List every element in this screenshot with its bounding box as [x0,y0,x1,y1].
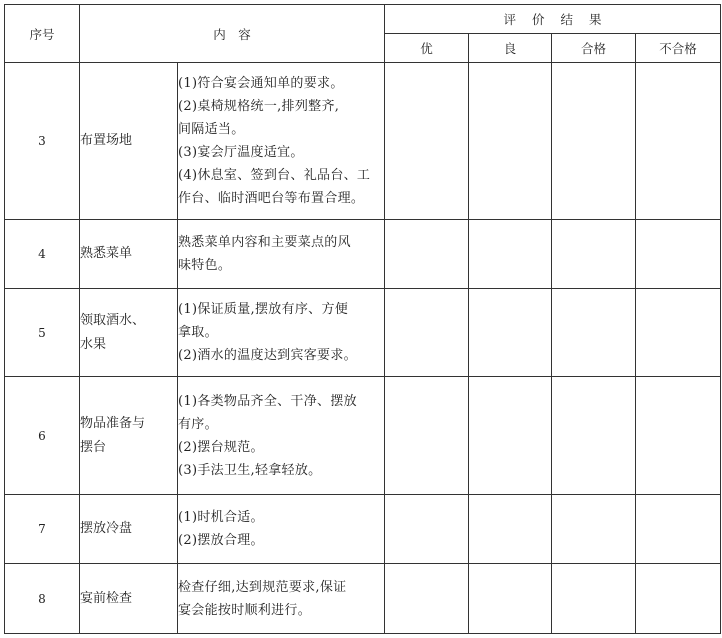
row-content [178,564,385,634]
row-number: 8 [5,564,80,634]
content-line: 味特色。 [178,258,232,273]
row-item-line: 熟悉菜单 [80,246,133,261]
grade-cell-excellent[interactable] [385,377,469,495]
content-line: (2)摆放合理。 [178,533,264,548]
grade-cell-fail[interactable] [636,495,721,564]
row-number: 3 [5,63,80,220]
table-row [5,220,721,289]
header-grade-pass: 合格 [552,34,636,63]
header-index: 序号 [5,5,80,63]
row-number: 4 [5,220,80,289]
content-line: 拿取。 [178,325,218,340]
content-line: 宴会能按时顺利进行。 [178,602,312,618]
table-row [5,289,721,377]
grade-cell-fail[interactable] [636,220,721,289]
evaluation-table [4,4,721,634]
header-grade-excellent: 优 [385,34,469,63]
content-line: 作台、临时酒吧台等布置合理。 [178,191,365,206]
row-item [80,289,178,377]
row-content [178,289,385,377]
header-result-label: 评价结果 [503,12,618,27]
row-number: 7 [5,495,80,564]
row-item [80,63,178,220]
content-line: (3)手法卫生,轻拿轻放。 [178,462,322,478]
content-line: (3)宴会厅温度适宜。 [178,145,304,160]
grade-cell-good[interactable] [469,377,552,495]
grade-cell-pass[interactable] [552,495,636,564]
row-item-line: 摆放冷盘 [80,521,133,536]
content-line: (2)摆台规范。 [178,439,264,455]
content-line: 间隔适当。 [178,122,245,137]
grade-cell-pass[interactable] [552,289,636,377]
grade-cell-pass[interactable] [552,220,636,289]
grade-cell-good[interactable] [469,289,552,377]
grade-cell-good[interactable] [469,220,552,289]
grade-cell-fail[interactable] [636,289,721,377]
header-grade-fail: 不合格 [636,34,721,63]
grade-cell-excellent[interactable] [385,289,469,377]
row-item-line: 物品准备与 [80,415,146,431]
grade-cell-excellent[interactable] [385,63,469,220]
row-item [80,564,178,634]
grade-cell-good[interactable] [469,495,552,564]
header-content: 内 容 [80,5,385,63]
grade-cell-excellent[interactable] [385,495,469,564]
row-item [80,377,178,495]
header-grade-good: 良 [469,34,552,63]
content-line: (2)桌椅规格统一,排列整齐, [178,99,340,114]
row-item-line: 宴前检查 [80,590,133,606]
header-result [385,5,721,34]
row-item [80,220,178,289]
table-row [5,564,721,634]
row-content [178,63,385,220]
row-item-line: 领取酒水、 [80,312,146,328]
content-line: 有序。 [178,416,218,432]
grade-cell-pass[interactable] [552,377,636,495]
content-line: (2)酒水的温度达到宾客要求。 [178,348,357,363]
content-line: 检查仔细,达到规范要求,保证 [178,579,347,595]
content-line: (1)保证质量,摆放有序、方便 [178,302,349,317]
content-line: (1)符合宴会通知单的要求。 [178,76,344,91]
row-number: 6 [5,377,80,495]
grade-cell-good[interactable] [469,63,552,220]
grade-cell-fail[interactable] [636,564,721,634]
content-line: 熟悉菜单内容和主要菜点的风 [178,235,351,250]
grade-cell-fail[interactable] [636,63,721,220]
table-row [5,377,721,495]
grade-cell-pass[interactable] [552,564,636,634]
grade-cell-excellent[interactable] [385,220,469,289]
table-row [5,495,721,564]
row-number: 5 [5,289,80,377]
content-line: (4)休息室、签到台、礼品台、工 [178,168,371,183]
row-item [80,495,178,564]
content-line: (1)时机合适。 [178,510,264,525]
grade-cell-good[interactable] [469,564,552,634]
row-item-line: 水果 [80,336,107,352]
row-item-line: 摆台 [80,439,107,455]
row-content [178,495,385,564]
grade-cell-fail[interactable] [636,377,721,495]
grade-cell-excellent[interactable] [385,564,469,634]
table-row [5,63,721,220]
row-content [178,377,385,495]
content-line: (1)各类物品齐全、干净、摆放 [178,393,357,409]
row-item-line: 布置场地 [80,133,133,148]
row-content [178,220,385,289]
grade-cell-pass[interactable] [552,63,636,220]
